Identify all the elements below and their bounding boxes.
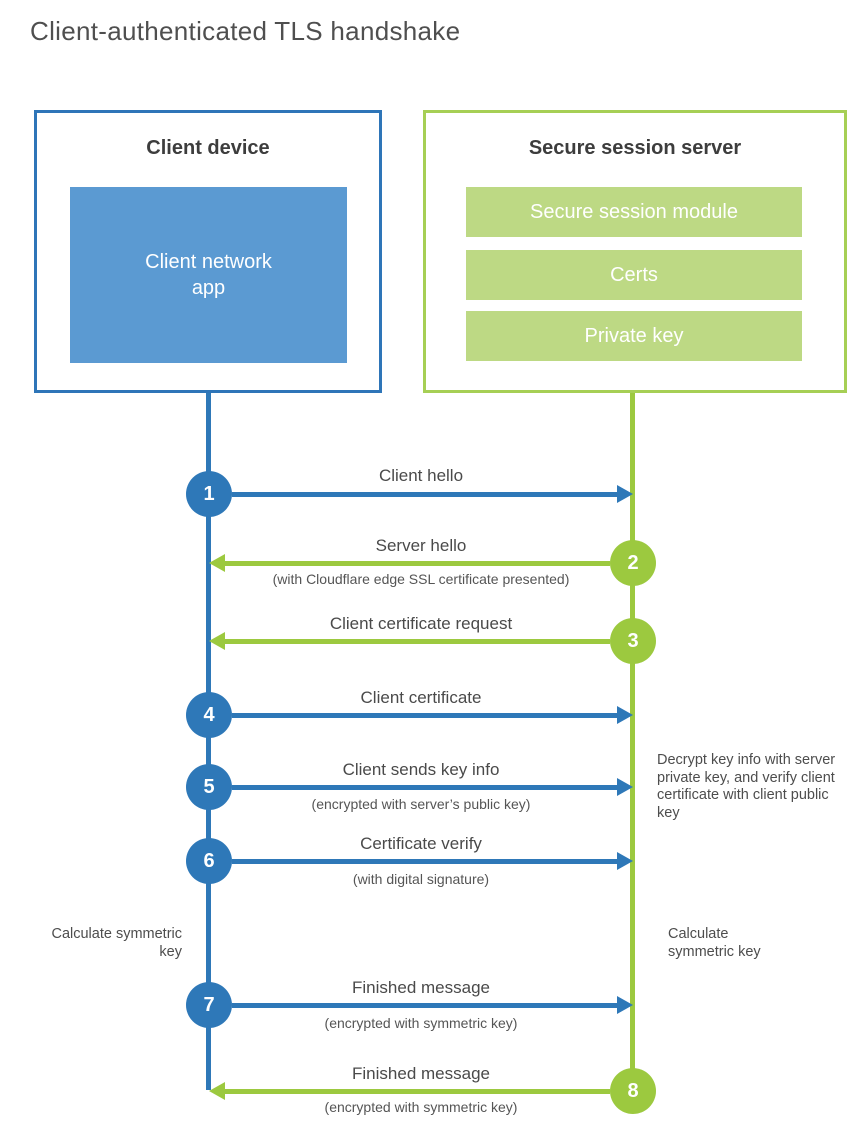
step-4-arrow-line [232, 713, 617, 718]
step-7-arrowhead-right-icon [617, 996, 633, 1014]
step-8-label: Finished message [352, 1064, 490, 1083]
client-calculate-symmetric-key-note: Calculate symmetric key [51, 926, 182, 960]
step-1-label: Client hello [378, 466, 464, 485]
step-5-arrowhead-right-icon [617, 778, 633, 796]
step-3-arrow-line [225, 639, 610, 644]
step-6-number: 6 [203, 849, 215, 872]
step-3-number: 3 [627, 629, 639, 652]
step-2-arrow-line [225, 561, 610, 566]
step-6-arrow-line [232, 859, 617, 864]
step-6-arrowhead-right-icon [617, 852, 633, 870]
step-7-sublabel: (encrypted with symmetric key) [324, 1015, 518, 1031]
server-module-private-key: Private key [466, 311, 802, 361]
step-1-arrow-line [232, 492, 617, 497]
step-8-sublabel: (encrypted with symmetric key) [324, 1099, 518, 1115]
page-title: Client-authenticated TLS handshake [30, 16, 461, 46]
step-4-label: Client certificate [360, 688, 482, 707]
step-3-arrowhead-left-icon [209, 632, 225, 650]
step-1-arrowhead-right-icon [617, 485, 633, 503]
server-calculate-symmetric-key-note: Calculate symmetric key [668, 926, 761, 960]
client-network-app-module [70, 187, 347, 363]
step-8-arrowhead-left-icon [209, 1082, 225, 1100]
server-module-certs: Certs [466, 250, 802, 300]
step-4-arrowhead-right-icon [617, 706, 633, 724]
step-8-number: 8 [627, 1079, 639, 1102]
step-6-label: Certificate verify [360, 834, 482, 853]
step-5-label: Client sends key info [342, 760, 500, 779]
step-2-arrowhead-left-icon [209, 554, 225, 572]
step-5-arrow-line [232, 785, 617, 790]
step-7-number: 7 [203, 993, 215, 1016]
server-module-secure-session: Secure session module [466, 187, 802, 237]
step-4-number: 4 [203, 703, 215, 726]
client-device-title: Client device [146, 137, 270, 159]
step-2-label: Server hello [375, 536, 467, 555]
step-6-sublabel: (with digital signature) [352, 871, 490, 887]
step-2-number: 2 [627, 551, 639, 574]
step-7-arrow-line [232, 1003, 617, 1008]
step-3-label: Client certificate request [329, 614, 513, 633]
step-1-number: 1 [203, 482, 215, 505]
step-7-label: Finished message [352, 978, 490, 997]
step-2-sublabel: (with Cloudflare edge SSL certificate presented) [272, 571, 570, 587]
step-5-number: 5 [203, 775, 215, 798]
secure-session-server-title: Secure session server [528, 137, 742, 159]
step-8-arrow-line [225, 1089, 610, 1094]
server-decrypt-note: Decrypt key info with server private key, and verify client certificate with client public key [657, 752, 836, 821]
client-network-app-label: Client network app [145, 251, 272, 299]
step-5-sublabel: (encrypted with server’s public key) [311, 796, 531, 812]
